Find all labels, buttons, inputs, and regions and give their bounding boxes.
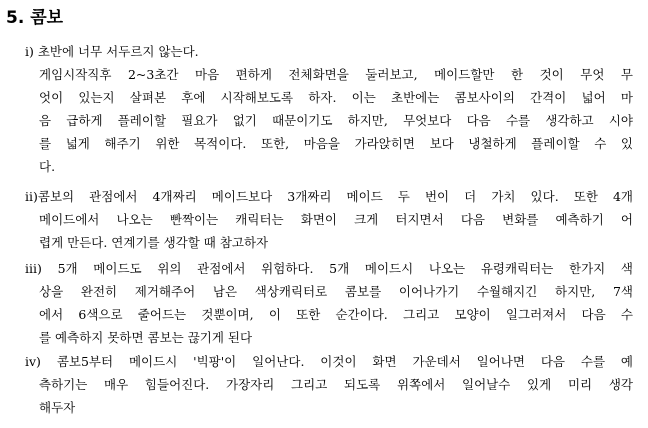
paragraph-line: 게임시작직후 2~3초간 마음 편하게 전체화면을 둘러보고, 메이드할만 한 것이 무엇 무 <box>39 67 633 82</box>
item-heading: ii)콤보의 관점에서 4개짜리 메이드보다 3개짜리 메이드 두 번이 더 가치 있다. 또한 4개 <box>25 189 633 204</box>
paragraph-line: 상을 완전히 제거해주어 남은 색상캐릭터로 콤보를 이어나가기 수월해지긴 하지만, 7색 <box>39 284 633 299</box>
paragraph-line: 를 넓게 해주기 위한 목적이다. 또한, 마음을 가라앉히면 보다 냉철하게 플레이할 수 있 <box>39 136 633 151</box>
section-title: 5. 콤보 <box>6 8 64 28</box>
item-heading: iv) 콤보5부터 메이드시 '빅팡'이 일어난다. 이것이 화면 가운데서 일어나면 다음 수를 예 <box>25 354 633 369</box>
paragraph-line: 에서 6색으로 줄어드는 것뿐이며, 이 또한 순간이다. 그리고 모양이 일그러져서 다음 수 <box>39 307 633 322</box>
list-item-iii <box>25 257 633 349</box>
paragraph-line: 해두자 <box>39 400 76 415</box>
item-body <box>25 63 633 178</box>
item-body <box>25 373 633 419</box>
item-heading: iii) 5개 메이드도 위의 관점에서 위험하다. 5개 메이드시 나오는 유령캐릭터는 한가지 색 <box>25 261 633 276</box>
item-heading: i) 초반에 너무 서두르지 않는다. <box>25 44 199 59</box>
list-item-iv <box>25 350 633 419</box>
item-body <box>25 280 633 349</box>
list-item-i <box>25 40 633 178</box>
paragraph-line: 렵게 만든다. 연계기를 생각할 때 참고하자 <box>39 235 269 250</box>
paragraph-line: 측하기는 매우 힘들어진다. 가장자리 그리고 되도록 위쪽에서 일어날수 있게 미리 생각 <box>39 377 633 392</box>
paragraph-line: 다. <box>39 159 56 174</box>
item-body <box>25 208 633 254</box>
paragraph-line: 음 급하게 플레이할 필요가 없기 때문이기도 하지만, 무엇보다 다음 수를 생각하고 시야 <box>39 113 633 128</box>
paragraph-line: 를 예측하지 못하면 콤보는 끊기게 된다 <box>39 330 253 345</box>
list-item-ii <box>25 185 633 254</box>
paragraph-line: 엇이 있는지 살펴본 후에 시작해보도록 하자. 이는 초반에는 콤보사이의 간격이 넓어 마 <box>39 90 633 105</box>
paragraph-line: 메이드에서 나오는 빤짝이는 캐릭터는 화면이 크게 터지면서 다음 변화를 예측하기 어 <box>39 212 633 227</box>
